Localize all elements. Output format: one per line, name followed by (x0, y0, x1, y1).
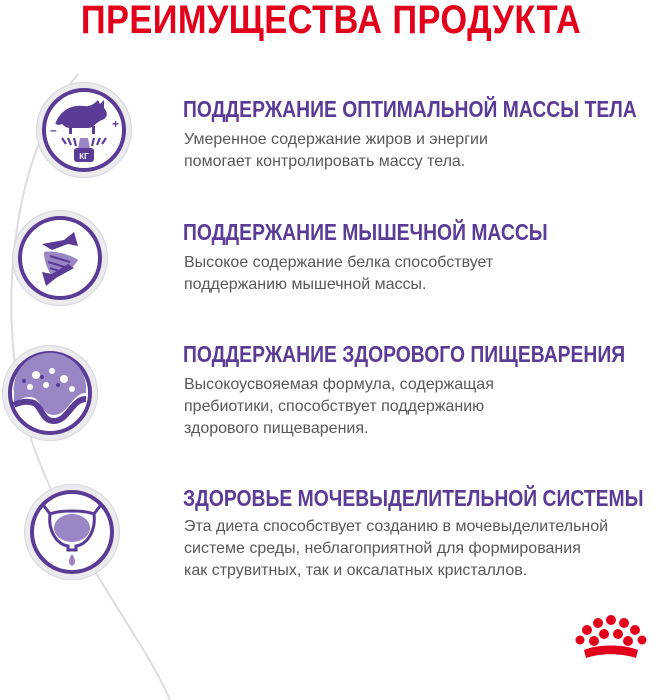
plus-label: + (112, 117, 120, 131)
benefit-3-title: ПОДДЕРЖАНИЕ ЗДОРОВОГО ПИЩЕВАРЕНИЯ (183, 341, 626, 367)
benefit-3-text-line: здорового пищеварения. (184, 420, 369, 437)
benefit-3-text-line: Высокоусвояемая формула, содержащая (184, 376, 494, 393)
benefit-2-badge (12, 210, 108, 306)
benefit-4-badge (24, 484, 120, 580)
benefit-1-text (184, 129, 662, 173)
benefit-3-text-line: пребиотики, способствует поддержанию (184, 398, 485, 415)
muscle-arrows-icon (12, 210, 108, 306)
benefit-4-title: ЗДОРОВЬЕ МОЧЕВЫДЕЛИТЕЛЬНОЙ СИСТЕМЫ (183, 485, 644, 511)
benefit-3-badge (2, 345, 98, 441)
benefit-1-badge (36, 82, 132, 178)
benefit-1-title: ПОДДЕРЖАНИЕ ОПТИМАЛЬНОЙ МАССЫ ТЕЛА (183, 96, 637, 122)
benefit-1-text-line: Умеренное содержание жиров и энергии (184, 131, 488, 148)
benefit-2-text-line: поддержанию мышечной массы. (184, 276, 427, 293)
benefit-4-text-line: как струвитных, так и оксалатных кристаллов. (184, 562, 528, 579)
benefit-4-text-line: Эта диета способствует созданию в мочевыделительной (184, 518, 609, 535)
royal-canin-crown-icon (574, 614, 648, 662)
benefit-2-text-line: Высокое содержание белка способствует (184, 254, 494, 271)
benefit-1-text-line: помогает контролировать массу тела. (184, 153, 466, 170)
bladder-drop-icon (24, 484, 120, 580)
digestion-intestine-icon (2, 345, 98, 441)
scale-unit-label: КГ (79, 152, 89, 161)
cat-weight-scale-icon (36, 82, 132, 178)
page-title: ПРЕИМУЩЕСТВА ПРОДУКТА (80, 0, 582, 42)
benefit-2-text (184, 252, 662, 296)
benefit-3-text (184, 374, 662, 440)
benefit-2-title: ПОДДЕРЖАНИЕ МЫШЕЧНОЙ МАССЫ (183, 219, 548, 245)
benefit-4-text-line: системе среды, неблагоприятной для формирования (184, 540, 581, 557)
minus-label: – (50, 123, 57, 137)
benefit-4-text (184, 516, 662, 582)
